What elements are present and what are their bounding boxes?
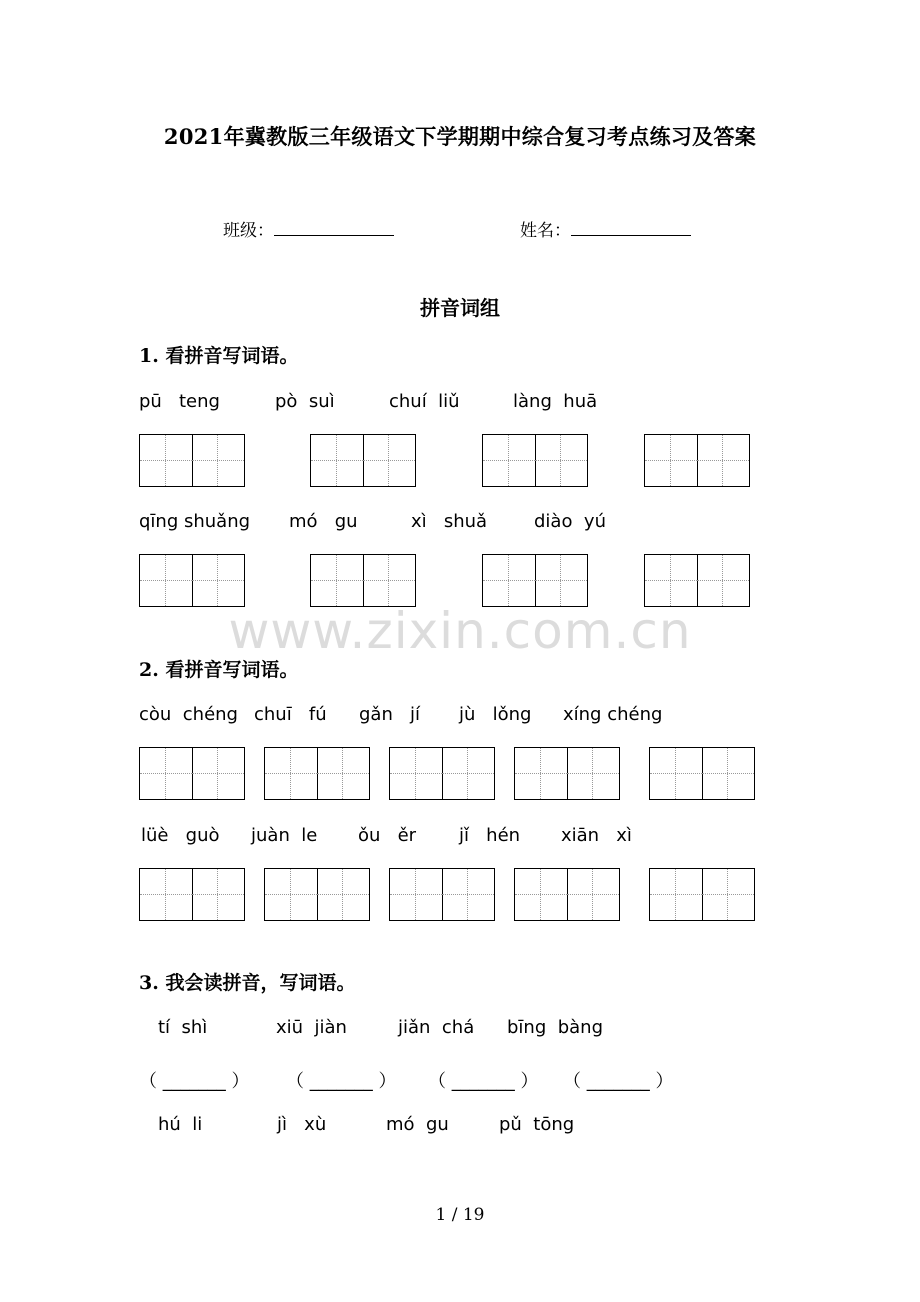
name-blank [571,234,691,236]
question-3-title: 3. 我会读拼音，写词语。 [139,972,356,994]
writing-box[interactable] [139,434,245,487]
class-field [223,216,394,241]
pinyin: bīng bàng [507,1017,603,1038]
answer-blank[interactable]: （ _______ ） [286,1071,397,1092]
pinyin: lüè guò [141,825,220,846]
question-1-title: 1. 看拼音写词语。 [139,345,299,367]
pinyin: xiān xì [561,825,632,846]
writing-box[interactable] [644,554,750,607]
class-blank [274,234,394,236]
writing-box[interactable] [482,434,588,487]
pinyin: pū teng [139,391,220,412]
writing-box[interactable] [482,554,588,607]
name-field [520,216,691,241]
name-label: 姓名： [520,221,571,241]
pinyin: pò suì [275,391,335,412]
writing-box[interactable] [139,747,245,800]
pinyin: jǐ hén [459,825,521,846]
answer-blank[interactable]: （ _______ ） [563,1071,674,1092]
pinyin: hú li [158,1114,203,1135]
pinyin: chuī fú [254,704,327,725]
writing-box[interactable] [264,868,370,921]
answer-blank[interactable]: （ _______ ） [428,1071,539,1092]
document-title: 2021年冀教版三年级语文下学期期中综合复习考点练习及答案 [163,124,757,149]
pinyin: pǔ tōng [499,1114,575,1135]
pinyin: diào yú [534,511,606,532]
writing-box[interactable] [310,434,416,487]
pinyin: mó gu [289,511,358,532]
pinyin: chuí liǔ [389,391,460,412]
page-number: 1 / 19 [435,1205,485,1225]
writing-box[interactable] [389,747,495,800]
pinyin: jì xù [277,1114,327,1135]
pinyin: mó gu [386,1114,449,1135]
writing-box[interactable] [644,434,750,487]
pinyin: xíng chéng [563,704,663,725]
pinyin: xiū jiàn [276,1017,347,1038]
pinyin: xì shuǎ [411,511,488,532]
pinyin: gǎn jí [359,704,421,725]
pinyin: jù lǒng [459,704,532,725]
pinyin: juàn le [251,825,318,846]
watermark: www.zixin.com.cn [228,602,692,660]
answer-blank[interactable]: （ _______ ） [139,1071,250,1092]
writing-box[interactable] [649,868,755,921]
class-label: 班级： [223,221,274,241]
section-title: 拼音词组 [420,296,500,320]
pinyin: còu chéng [139,704,238,725]
writing-box[interactable] [389,868,495,921]
writing-box[interactable] [139,868,245,921]
pinyin: ǒu ěr [358,825,417,846]
writing-box[interactable] [310,554,416,607]
pinyin: jiǎn chá [398,1017,475,1038]
pinyin: tí shì [158,1017,208,1038]
writing-box[interactable] [139,554,245,607]
writing-box[interactable] [264,747,370,800]
writing-box[interactable] [514,868,620,921]
question-2-title: 2. 看拼音写词语。 [139,659,299,681]
writing-box[interactable] [649,747,755,800]
pinyin: làng huā [513,391,598,412]
writing-box[interactable] [514,747,620,800]
pinyin: qīng shuǎng [139,511,251,532]
